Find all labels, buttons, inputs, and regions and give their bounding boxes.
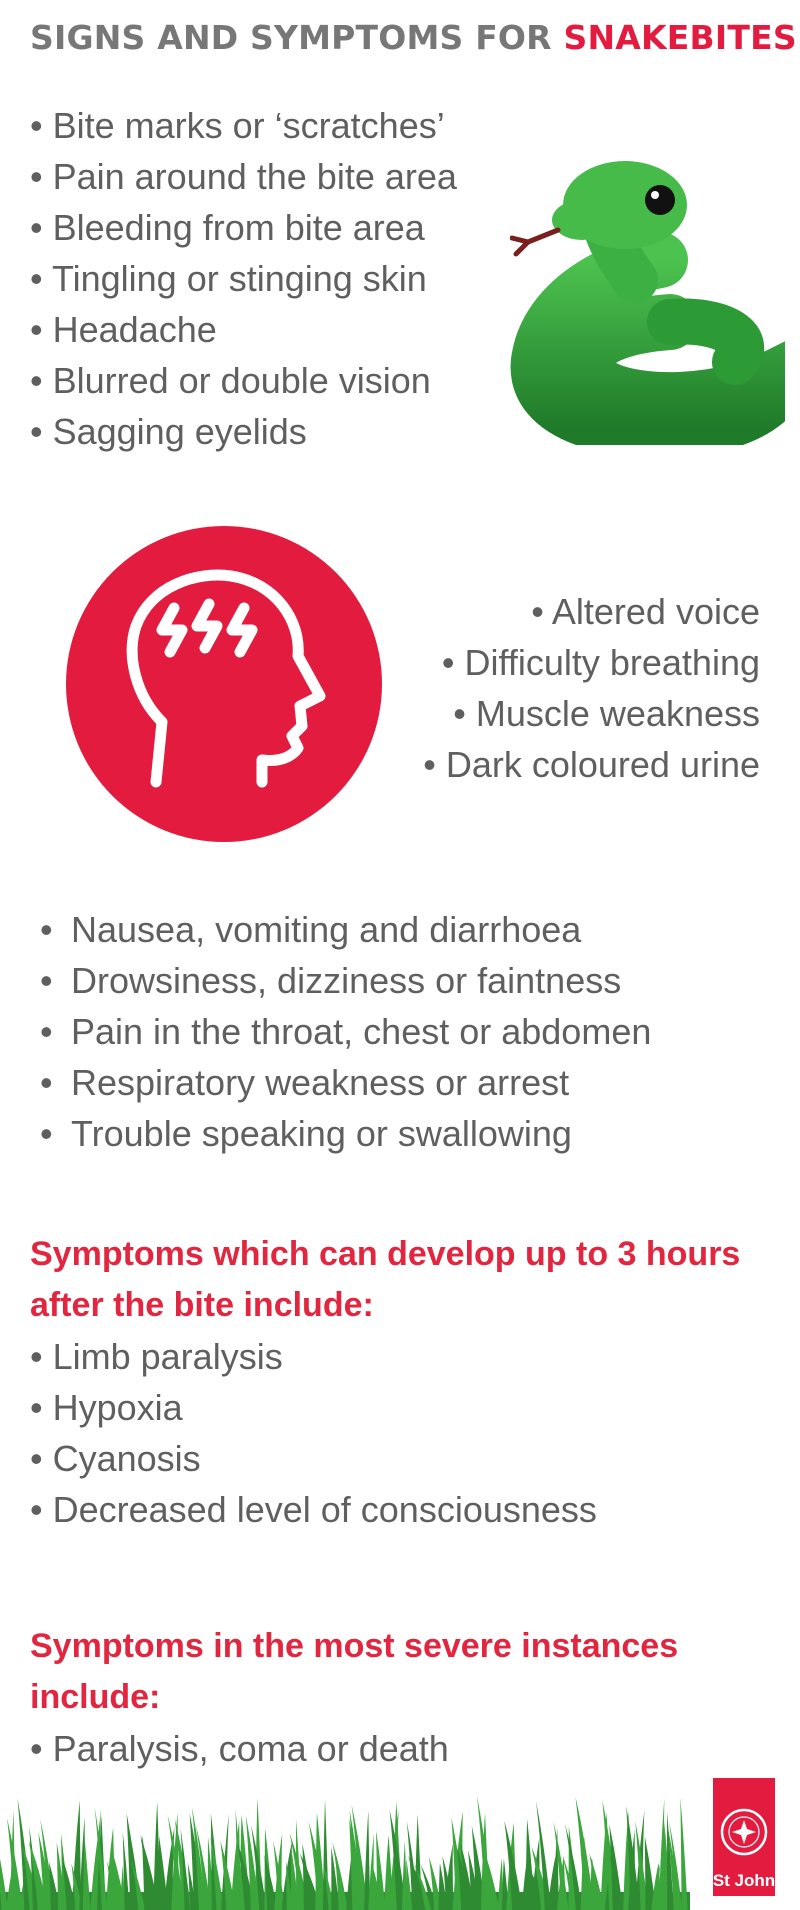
list-item: • Nausea, vomiting and diarrhoea [40,904,651,955]
symptom-list-early [30,100,457,457]
list-item: • Drowsiness, dizziness or faintness [40,955,651,1006]
grass-decoration [0,1792,690,1910]
heading-line: Symptoms which can develop up to 3 hours [30,1235,741,1273]
symptom-list-severe [30,1723,449,1774]
list-item: • Sagging eyelids [30,406,457,457]
list-item: • Paralysis, coma or death [30,1723,449,1774]
list-item: • Pain around the bite area [30,151,457,202]
list-item: • Bleeding from bite area [30,202,457,253]
list-item: • Limb paralysis [30,1331,597,1382]
list-item: • Altered voice [423,586,760,637]
list-item: • Cyanosis [30,1433,597,1484]
symptom-list-systemic [40,904,651,1159]
list-item: • Hypoxia [30,1382,597,1433]
st-john-logo [713,1778,775,1896]
section-heading-severe [30,1621,678,1723]
title-prefix: SIGNS AND SYMPTOMS FOR [30,18,564,57]
list-item: • Respiratory weakness or arrest [40,1057,651,1108]
head-pain-icon [66,526,382,842]
title-accent: SNAKEBITES [563,18,797,57]
snake-icon [510,150,785,445]
heading-line: after the bite include: [30,1286,374,1324]
section-heading-3-hours [30,1229,740,1331]
list-item: • Decreased level of consciousness [30,1484,597,1535]
symptom-list-neuro [423,586,760,790]
symptom-list-3-hours [30,1331,597,1535]
heading-line: include: [30,1678,161,1716]
list-item: • Pain in the throat, chest or abdomen [40,1006,651,1057]
page-title [30,18,797,57]
list-item: • Muscle weakness [423,688,760,739]
list-item: • Difficulty breathing [423,637,760,688]
heading-line: Symptoms in the most severe instances [30,1627,679,1665]
list-item: • Headache [30,304,457,355]
list-item: • Dark coloured urine [423,739,760,790]
logo-text: St John [713,1871,775,1890]
list-item: • Bite marks or ‘scratches’ [30,100,457,151]
list-item: • Tingling or stinging skin [30,253,457,304]
list-item: • Blurred or double vision [30,355,457,406]
list-item: • Trouble speaking or swallowing [40,1108,651,1159]
